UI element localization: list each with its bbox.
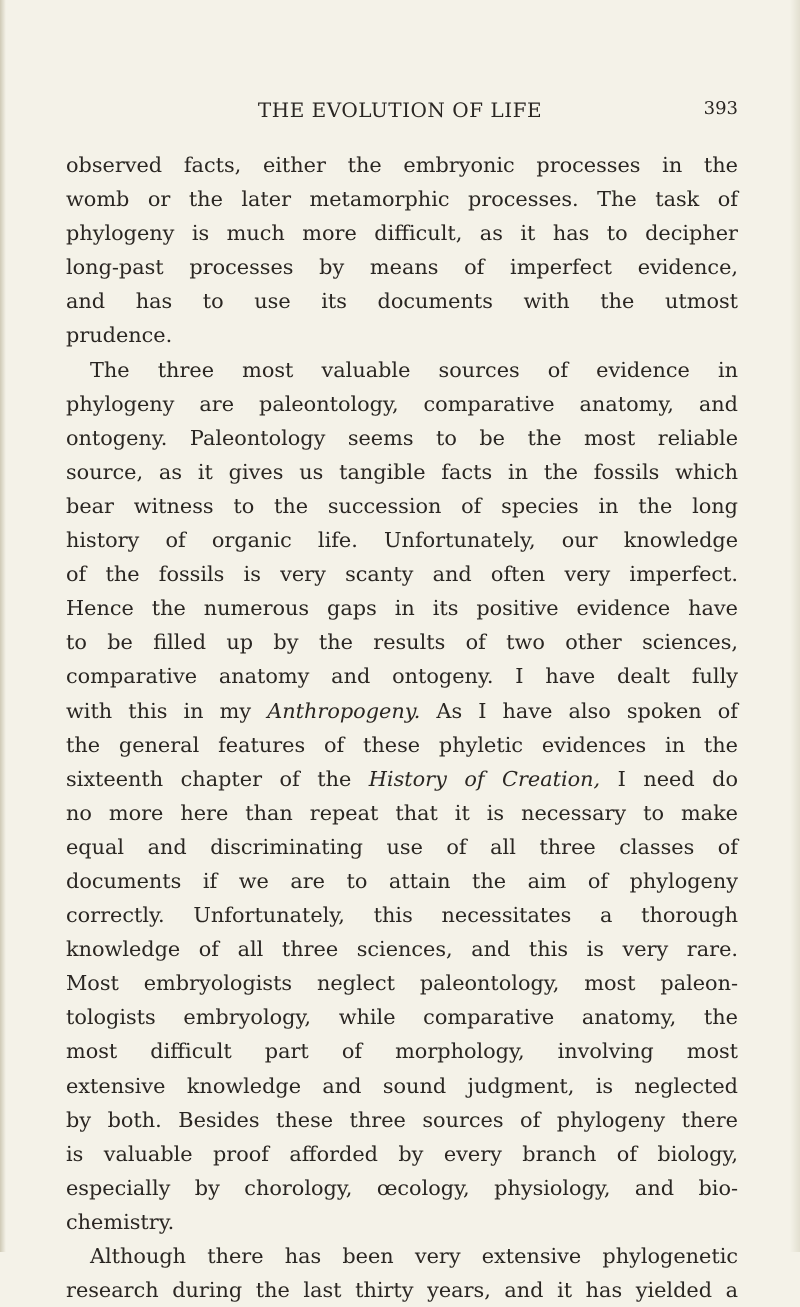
- text-line: is valuable proof afforded by every branch of biology,: [66, 1141, 738, 1166]
- book-title-history-of-creation: History of Creation,: [368, 766, 601, 791]
- text-line-with-italic: [66, 762, 738, 796]
- body-text: [66, 148, 738, 1307]
- text-line: correctly. Unfortunately, this necessitates a thorough: [66, 903, 738, 928]
- paragraph-start-line: Although there has been very extensive phylogenetic: [90, 1244, 738, 1268]
- text-line: Hence the numerous gaps in its positive evidence have: [66, 596, 738, 621]
- text-line: history of organic life. Unfortunately, our knowledge: [66, 528, 738, 553]
- text-line: of the fossils is very scanty and often very imperfect.: [66, 562, 738, 587]
- text-line: by both. Besides these three sources of phylogeny there: [66, 1107, 738, 1132]
- text-run: I need do: [600, 766, 738, 791]
- text-line: the general features of these phyletic evidences in the: [66, 732, 738, 757]
- text-line: bear witness to the succession of species in the long: [66, 493, 738, 518]
- running-title: THE EVOLUTION OF LIFE: [257, 98, 543, 122]
- text-line: womb or the later metamorphic processes. The task of: [66, 187, 738, 212]
- text-run: with this in my: [66, 698, 268, 723]
- text-line: equal and discriminating use of all three classes of: [66, 834, 738, 859]
- text-line: especially by chorology, œcology, physiology, and bio-: [66, 1175, 738, 1200]
- text-line: and has to use its documents with the utmost: [66, 289, 738, 314]
- text-line: Most embryologists neglect paleontology, most paleon-: [66, 971, 738, 996]
- text-line-with-italic: [66, 694, 738, 728]
- text-line: observed facts, either the embryonic processes in the: [66, 153, 738, 177]
- text-line: source, as it gives us tangible facts in the fossils which: [66, 459, 738, 484]
- text-line: no more here than repeat that it is necessary to make: [66, 800, 738, 825]
- book-title-anthropogeny: Anthropogeny.: [267, 698, 421, 723]
- page-number: 393: [703, 98, 738, 119]
- text-line: prudence.: [66, 323, 173, 348]
- text-line: extensive knowledge and sound judgment, is neglected: [66, 1073, 738, 1098]
- text-line: knowledge of all three sciences, and this is very rare.: [66, 937, 738, 962]
- text-line: phylogeny is much more difficult, as it has to decipher: [66, 221, 738, 246]
- paragraph-start-line: The three most valuable sources of evidence in: [90, 357, 738, 382]
- text-line: long-past processes by means of imperfect evidence,: [66, 255, 738, 280]
- text-run: As I have also spoken of: [420, 698, 738, 723]
- text-line: most difficult part of morphology, involving most: [66, 1039, 738, 1064]
- text-line: documents if we are to attain the aim of phylogeny: [66, 868, 738, 893]
- text-line: to be filled up by the results of two other sciences,: [66, 630, 738, 655]
- page-edge-right: [790, 0, 800, 1252]
- running-header: [0, 98, 800, 128]
- page-edge-left: [0, 0, 6, 1252]
- text-run: sixteenth chapter of the: [66, 766, 369, 791]
- text-line: chemistry.: [66, 1209, 175, 1234]
- text-line: phylogeny are paleontology, comparative anatomy, and: [66, 391, 738, 416]
- text-line: ontogeny. Paleontology seems to be the most reliable: [66, 425, 738, 450]
- text-line: comparative anatomy and ontogeny. I have dealt fully: [66, 664, 738, 689]
- text-line: research during the last thirty years, and it has yielded a: [66, 1278, 738, 1303]
- text-line: tologists embryology, while comparative anatomy, the: [66, 1005, 738, 1030]
